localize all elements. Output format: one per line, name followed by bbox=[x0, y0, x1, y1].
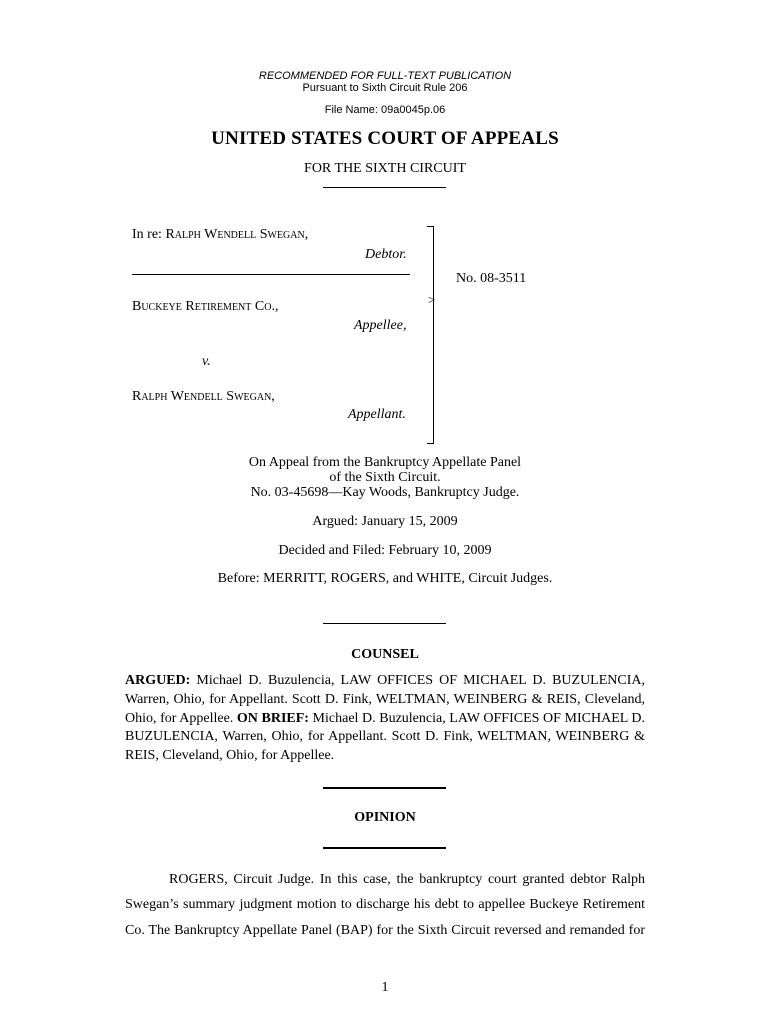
counsel-paragraph bbox=[125, 672, 645, 766]
in-re-line bbox=[132, 227, 308, 243]
publication-recommendation: RECOMMENDED FOR FULL-TEXT PUBLICATION bbox=[258, 70, 512, 82]
argued-label: ARGUED: bbox=[125, 673, 191, 688]
argued-counsel: Michael D. Buzulencia, LAW OFFICES OF MICHAEL D. BUZULENCIA, Warren, Ohio, for Appellant. Scott D. Fink, WELTMAN, WEINBERG & REIS, Cleveland, Ohio, for Appellee. bbox=[125, 673, 645, 726]
decided-date: Decided and Filed: February 10, 2009 bbox=[278, 543, 492, 558]
on-brief-label: ON BRIEF: bbox=[236, 710, 309, 726]
appeal-origin-line1: On Appeal from the Bankruptcy Appellate Panel bbox=[248, 455, 522, 470]
appeal-divider bbox=[323, 623, 446, 624]
opinion-line-1: ROGERS, Circuit Judge. In this case, the bankruptcy court granted debtor Ralph bbox=[169, 872, 645, 887]
court-subtitle: FOR THE SIXTH CIRCUIT bbox=[304, 161, 466, 176]
in-re-prefix: In re: bbox=[132, 227, 166, 242]
opinion-divider bbox=[323, 847, 446, 849]
court-title: UNITED STATES COURT OF APPEALS bbox=[211, 128, 559, 149]
appeal-origin-line2: of the Sixth Circuit. bbox=[329, 470, 441, 485]
rule-citation: Pursuant to Sixth Circuit Rule 206 bbox=[302, 82, 468, 94]
opinion-line-2: Swegan’s summary judgment motion to discharge his debt to appellee Buckeye Retirement bbox=[125, 897, 645, 912]
lower-court-number: No. 03-45698—Kay Woods, Bankruptcy Judge. bbox=[250, 485, 520, 500]
title-divider bbox=[323, 187, 446, 188]
debtor-role: Debtor. bbox=[365, 247, 407, 262]
appellee-name: Buckeye Retirement Co., bbox=[132, 299, 279, 314]
debtor-name: Ralph Wendell Swegan, bbox=[165, 227, 309, 242]
counsel-divider bbox=[323, 787, 446, 789]
opinion-heading: OPINION bbox=[354, 810, 416, 825]
case-number: No. 08-3511 bbox=[456, 271, 527, 286]
appellant-role: Appellant. bbox=[348, 407, 406, 422]
counsel-heading: COUNSEL bbox=[351, 647, 419, 662]
file-name: File Name: 09a0045p.06 bbox=[324, 104, 446, 116]
caption-divider bbox=[132, 274, 410, 275]
panel-judges: Before: MERRITT, ROGERS, and WHITE, Circuit Judges. bbox=[217, 571, 553, 586]
caption-bracket bbox=[427, 226, 434, 444]
bracket-point: > bbox=[428, 292, 436, 307]
argued-date: Argued: January 15, 2009 bbox=[312, 514, 458, 529]
versus: v. bbox=[202, 354, 211, 369]
page-number: 1 bbox=[381, 980, 389, 995]
brief-counsel: Michael D. Buzulencia, LAW OFFICES OF MICHAEL D. BUZULENCIA, Warren, Ohio, for Appellant. Scott D. Fink, WELTMAN, WEINBERG & REIS, Cleveland, Ohio, for Appellee. bbox=[125, 710, 645, 764]
opinion-line-3: Co. The Bankruptcy Appellate Panel (BAP) for the Sixth Circuit reversed and remanded for bbox=[125, 923, 645, 938]
appellant-name: Ralph Wendell Swegan, bbox=[132, 389, 275, 404]
appellee-role: Appellee, bbox=[354, 318, 407, 333]
